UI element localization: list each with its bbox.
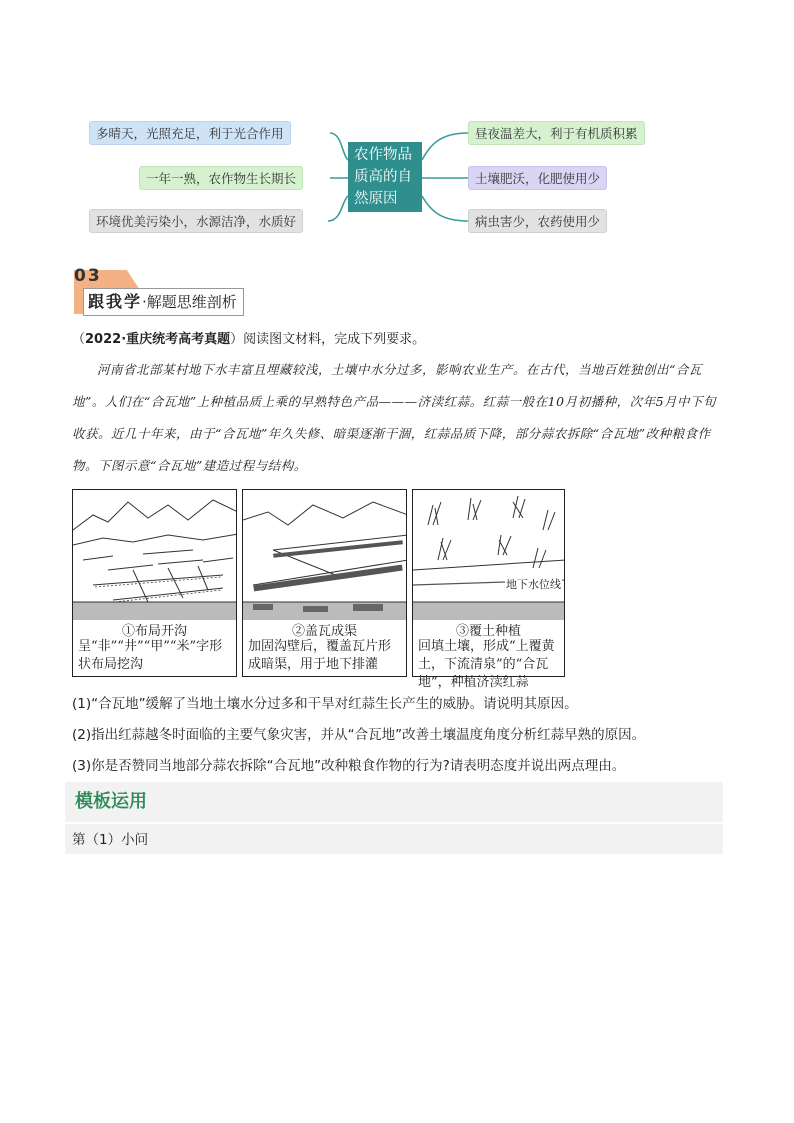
question-item-2: (2)指出红蒜越冬时面临的主要气象灾害，并从“合瓦地”改善土壤温度角度分析红蒜早熟的原因。: [72, 727, 646, 743]
groundwater-level-label: 地下水位线: [506, 578, 561, 591]
figure-panel-3-image: [413, 490, 564, 620]
figure-panel-1-title: ①布局开沟: [121, 624, 187, 639]
mindmap-left-node-1: 多晴天，光照充足，利于光合作用: [89, 121, 291, 145]
question-item-3: (3)你是否赞同当地部分蒜农拆除“合瓦地”改种粮食作物的行为?请表明态度并说出两点理由。: [72, 758, 626, 774]
mindmap-right-node-1: 昼夜温差大，利于有机质积累: [468, 121, 645, 145]
question-source-prefix: （: [72, 332, 86, 347]
figure-panel-1: [72, 489, 237, 677]
figure-panel-3-desc: 回填土壤，形成“上覆黄土，下流清泉”的“合瓦地”，种植济渎红蒜: [418, 639, 555, 690]
mindmap-right-node-2: 土壤肥沃，化肥使用少: [468, 166, 607, 190]
question-source: 2022·重庆统考高考真题: [85, 332, 231, 347]
question-material: 河南省北部某村地下水丰富且埋藏较浅，土壤中水分过多，影响农业生产。在古代，当地百姓独创出“合瓦地”。人们在“合瓦地”上种植品质上乘的早熟特色产品———济渎红蒜。红蒜一般在10月初播种，次年5月中下旬收获。近几十年来，由于“合瓦地”年久失修、暗渠逐渐干涸，红蒜品质下降，部分蒜农拆除“合瓦地”改种粮食作物。下图示意“合瓦地”建造过程与结构。: [72, 362, 717, 473]
mindmap-left-node-3: 环境优美污染小，水源洁净，水质好: [89, 209, 303, 233]
figure-panel-1-desc: 呈“非”“井”“甲”“米”字形状布局挖沟: [78, 639, 223, 672]
figure-panel-2-image: [243, 490, 406, 620]
figure-panel-2-title: ②盖瓦成渠: [291, 624, 357, 639]
figure-panel-1-image: [73, 490, 236, 620]
template-sub-band: [65, 824, 723, 854]
figure-panel-3: [412, 489, 565, 690]
question-item-1: (1)“合瓦地”缓解了当地土壤水分过多和干旱对红蒜生长产生的威胁。请说明其原因。: [72, 696, 578, 712]
section-title-sub: 解题思维剖析: [146, 293, 237, 311]
section-title-main: 跟我学: [88, 292, 143, 311]
section-title-sep: ·: [142, 293, 147, 311]
mindmap-center-node: 农作物品质高的自然原因: [348, 142, 422, 212]
section-number: 03: [74, 266, 102, 286]
template-subtitle: 第（1）小问: [72, 832, 149, 848]
figure-panel-2-desc: 加固沟壁后，覆盖瓦片形成暗渠，用于地下排灌: [248, 639, 392, 672]
template-title-band: [65, 782, 723, 822]
template-title: 模板运用: [75, 791, 147, 812]
figure-panel-3-title: ③覆土种植: [455, 624, 521, 639]
question-intro: [72, 330, 425, 350]
question-source-suffix: ）阅读图文材料，完成下列要求。: [230, 332, 426, 347]
mindmap-left-node-2: 一年一熟，农作物生长期长: [139, 166, 303, 190]
mindmap-right-node-3: 病虫害少，农药使用少: [468, 209, 607, 233]
section-title: [83, 288, 244, 316]
figure-panel-2: [242, 489, 407, 677]
